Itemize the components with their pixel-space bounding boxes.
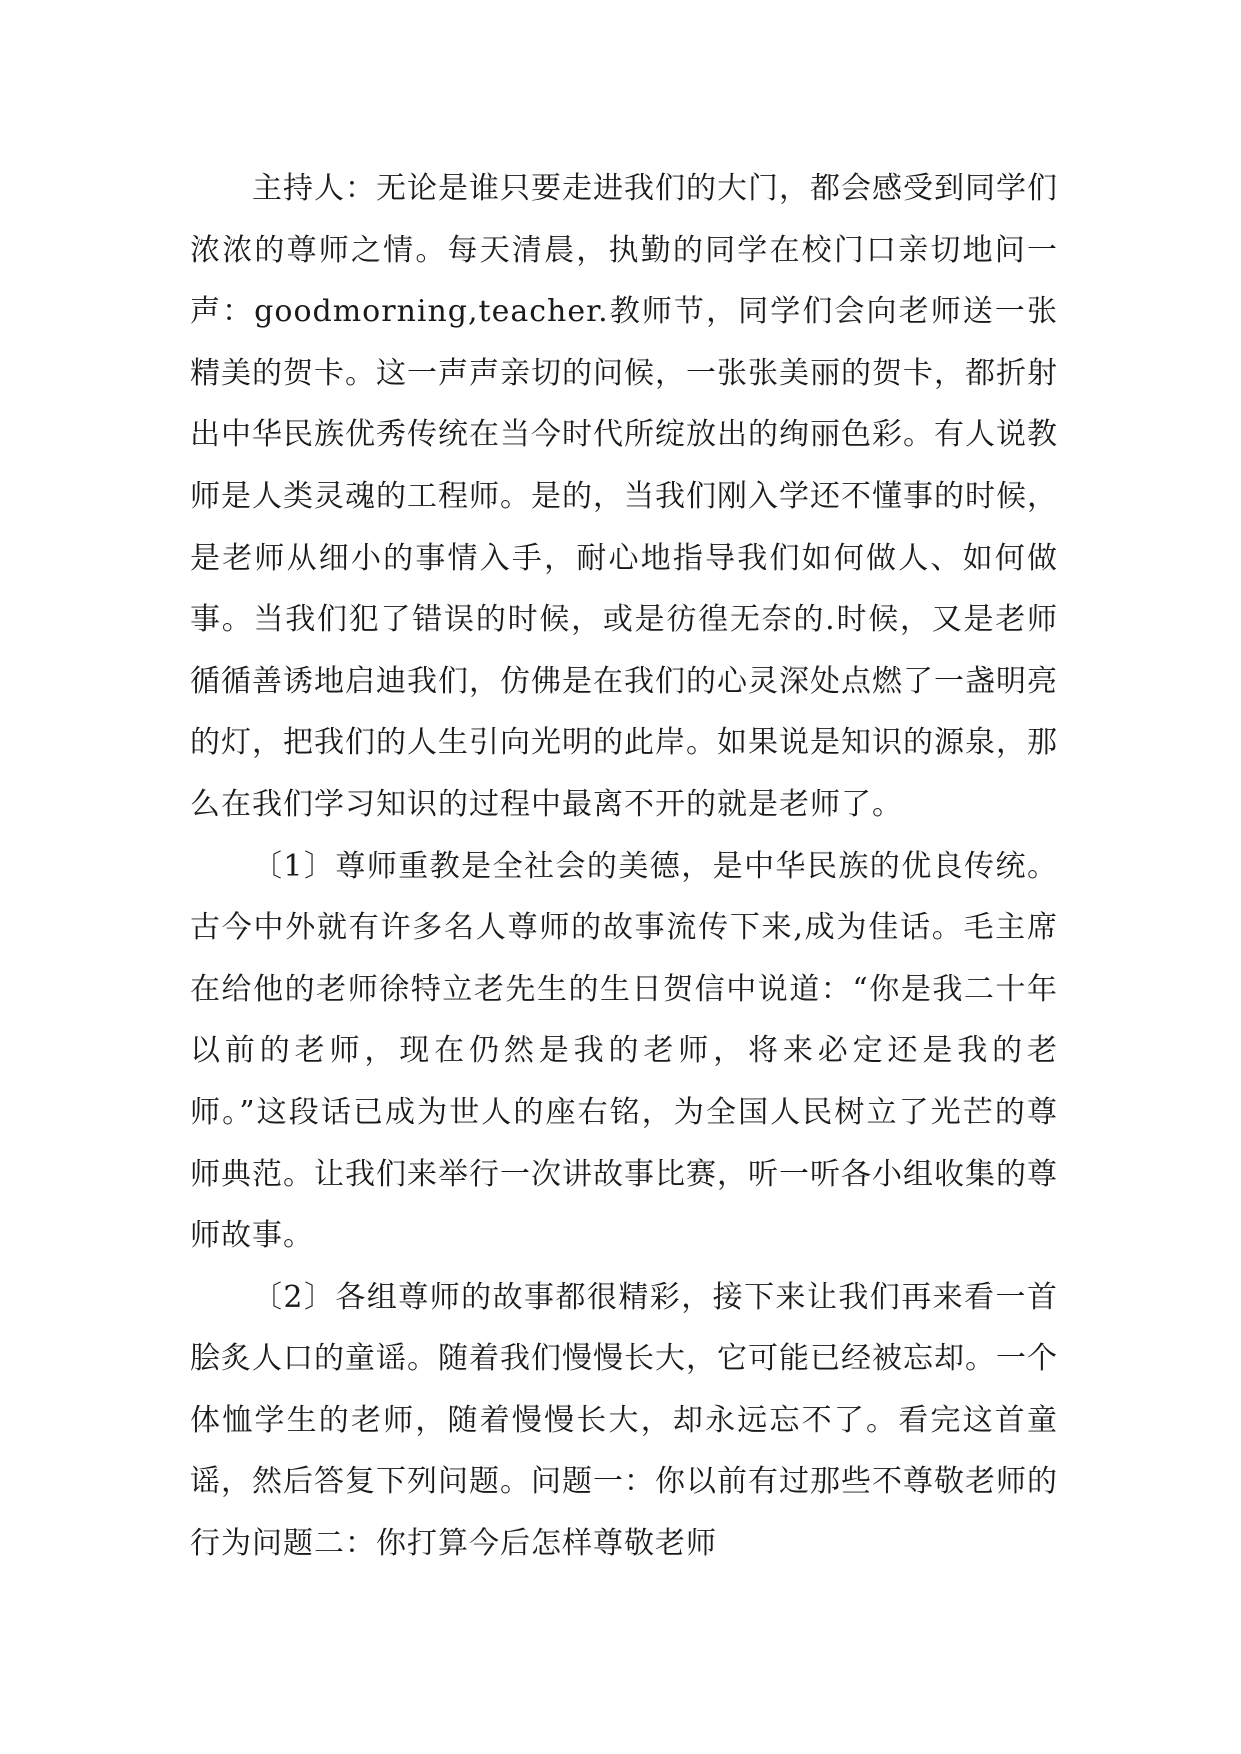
- paragraph-item-1: 〔1〕尊师重教是全社会的美德，是中华民族的优良传统。古今中外就有许多名人尊师的故事流传下来,成为佳话。毛主席在给他的老师徐特立老先生的生日贺信中说道：“你是我二十年以前的老师，现在仍然是我的老师，将来必定还是我的老师。”这段话已成为世人的座右铭，为全国人民树立了光芒的尊师典范。让我们来举行一次讲故事比赛，听一听各小组收集的尊师故事。: [190, 848, 1058, 1254]
- paragraph-item-2: 〔2〕各组尊师的故事都很精彩，接下来让我们再来看一首脍炙人口的童谣。随着我们慢慢长大，它可能已经被忘却。一个体恤学生的老师，随着慢慢长大，却永远忘不了。看完这首童谣，然后答复下列问题。问题一：你以前有过那些不尊敬老师的行为问题二：你打算今后怎样尊敬老师: [190, 1279, 1058, 1562]
- document-body: [190, 158, 1058, 1575]
- paragraph-host-intro: 主持人：无论是谁只要走进我们的大门，都会感受到同学们浓浓的尊师之情。每天清晨，执勤的同学在校门口亲切地问一声：goodmorning,teacher.教师节，同学们会向老师送一张精美的贺卡。这一声声亲切的问候，一张张美丽的贺卡，都折射出中华民族优秀传统在当今时代所绽放出的绚丽色彩。有人说教师是人类灵魂的工程师。是的，当我们刚入学还不懂事的时候，是老师从细小的事情入手，耐心地指导我们如何做人、如何做事。当我们犯了错误的时候，或是彷徨无奈的.时候，又是老师循循善诱地启迪我们，仿佛是在我们的心灵深处点燃了一盏明亮的灯，把我们的人生引向光明的此岸。如果说是知识的源泉，那么在我们学习知识的过程中最离不开的就是老师了。: [190, 171, 1058, 822]
